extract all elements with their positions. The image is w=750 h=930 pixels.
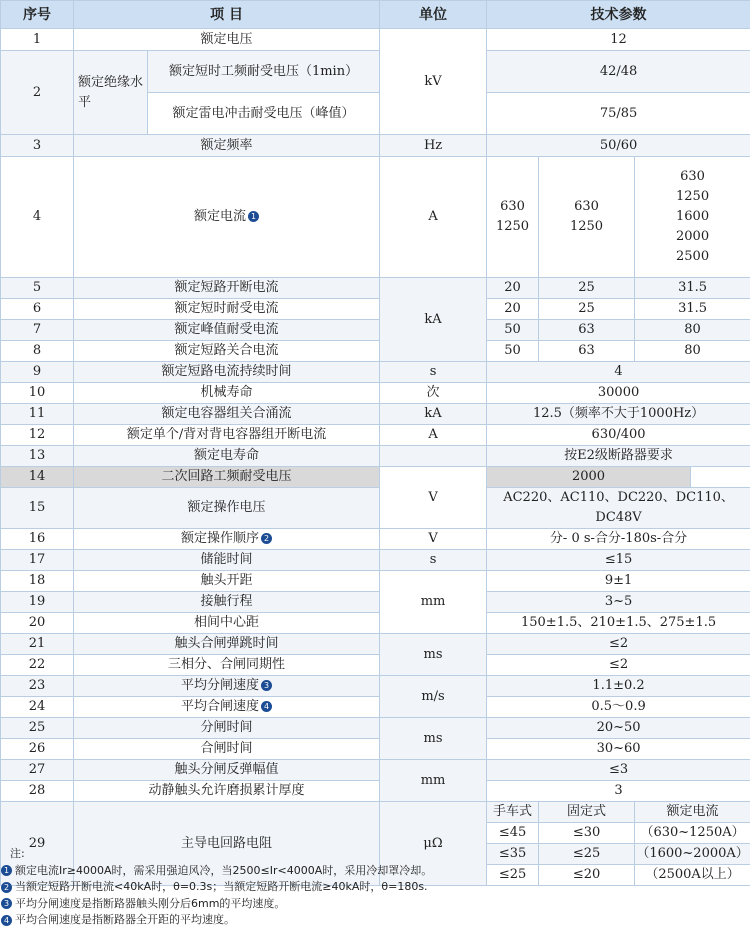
resistance-value: ≤25: [487, 865, 539, 886]
row-item: [74, 676, 380, 697]
row-unit: [380, 446, 487, 467]
row-unit: mm: [380, 760, 487, 802]
row-seq: 28: [1, 781, 74, 802]
row-seq: 19: [1, 592, 74, 613]
row-value: 2000: [487, 467, 691, 488]
row-seq: 22: [1, 655, 74, 676]
row-item-label: 平均分闸速度: [181, 678, 260, 693]
table-row: [1, 135, 750, 157]
row-item-label: 额定操作顺序: [181, 531, 260, 546]
row-value: 20: [487, 299, 539, 320]
row-unit: ms: [380, 718, 487, 760]
current-value: 2000: [676, 229, 710, 244]
note-2-marker-icon: 2: [261, 533, 272, 544]
row-item: 合闸时间: [74, 739, 380, 760]
row-value-blank: [691, 467, 750, 488]
footnote-1: [0, 863, 750, 880]
row-item: 额定短路电流持续时间: [74, 362, 380, 383]
row-item: 额定电寿命: [74, 446, 380, 467]
row-value: 630/400: [487, 425, 750, 446]
row-value: 4: [487, 362, 750, 383]
resistance-value: ≤30: [539, 823, 635, 844]
row-unit: A: [380, 425, 487, 446]
table-row: [1, 655, 750, 676]
row-item: 额定电容器组关合涌流: [74, 404, 380, 425]
row-item: 机械寿命: [74, 383, 380, 404]
header-item: 项 目: [74, 1, 380, 29]
row-item: 触头合闸弹跳时间: [74, 634, 380, 655]
row-seq: 3: [1, 135, 74, 157]
table-row: [1, 739, 750, 760]
row-item: 三相分、合闸同期性: [74, 655, 380, 676]
row-value: ≤2: [487, 655, 750, 676]
table-row: [1, 697, 750, 718]
row-item-label: 平均合闸速度: [181, 699, 260, 714]
table-row: [1, 781, 750, 802]
table-row: [1, 529, 750, 550]
row-item: 触头分闸反弹幅值: [74, 760, 380, 781]
header-params: 技术参数: [487, 1, 750, 29]
table-row: [1, 634, 750, 655]
row-value: 25: [539, 299, 635, 320]
resistance-value: （630~1250A）: [635, 823, 750, 844]
row-seq: 9: [1, 362, 74, 383]
footnote-text: 平均分闸速度是指断路器触头刚分后6mm的平均速度。: [15, 896, 286, 910]
row-unit: s: [380, 550, 487, 571]
row-value: 30000: [487, 383, 750, 404]
row-item: 动静触头允许磨损累计厚度: [74, 781, 380, 802]
table-row: [1, 29, 750, 51]
row-seq: 26: [1, 739, 74, 760]
row-unit: m/s: [380, 676, 487, 718]
table-row: [1, 488, 750, 529]
row-seq: 15: [1, 488, 74, 529]
row-unit: A: [380, 157, 487, 278]
table-row: [1, 550, 750, 571]
row-seq: 2: [1, 51, 74, 135]
row-item: 额定电压: [74, 29, 380, 51]
row-seq: 29: [1, 802, 74, 886]
row-value: 80: [635, 341, 750, 362]
row-value: 31.5: [635, 299, 750, 320]
current-col-2: [539, 157, 635, 278]
row-unit: mm: [380, 571, 487, 634]
row-value: 150±1.5、210±1.5、275±1.5: [487, 613, 750, 634]
row-value: 0.5～0.9: [487, 697, 750, 718]
table-row: [1, 760, 750, 781]
current-value: 1250: [495, 219, 530, 234]
current-value: 1250: [569, 219, 604, 234]
table-row: [1, 425, 750, 446]
row-unit: V: [380, 529, 487, 550]
row-seq: 18: [1, 571, 74, 592]
resistance-value: （1600~2000A）: [635, 844, 750, 865]
row-unit: kA: [380, 404, 487, 425]
row-value: 75/85: [487, 93, 750, 135]
row-subitem: 额定雷电冲击耐受电压（峰值）: [148, 93, 380, 135]
row-value: 按E2级断路器要求: [487, 446, 750, 467]
row-value: AC220、AC110、DC220、DC110、DC48V: [487, 488, 750, 529]
row-value: 42/48: [487, 51, 750, 93]
row-unit: μΩ: [380, 802, 487, 886]
note-3-marker-icon: 3: [1, 898, 12, 909]
row-value: ≤3: [487, 760, 750, 781]
table-row: [1, 278, 750, 299]
row-unit: 次: [380, 383, 487, 404]
resistance-head: 固定式: [539, 802, 635, 823]
footnote-text: 额定电流Ir≥4000A时，需采用强迫风冷，当2500≤Ir<4000A时，采用冷却罩冷却。: [15, 863, 433, 877]
row-item: 储能时间: [74, 550, 380, 571]
header-row: [1, 1, 750, 29]
note-3-marker-icon: 3: [261, 680, 272, 691]
header-unit: 单位: [380, 1, 487, 29]
current-col-1: [487, 157, 539, 278]
row-value: 1.1±0.2: [487, 676, 750, 697]
row-unit: s: [380, 362, 487, 383]
table-row: [1, 51, 750, 93]
row-value: 63: [539, 320, 635, 341]
note-4-marker-icon: 4: [1, 915, 12, 926]
row-value: 3~5: [487, 592, 750, 613]
row-item: 相间中心距: [74, 613, 380, 634]
current-value: 2500: [676, 249, 710, 264]
row-value: 12.5（频率不大于1000Hz）: [487, 404, 750, 425]
row-value: ≤15: [487, 550, 750, 571]
footnote-text: 平均合闸速度是指断路器全开距的平均速度。: [15, 913, 235, 926]
resistance-value: ≤35: [487, 844, 539, 865]
row-value: 25: [539, 278, 635, 299]
footnote-2: [0, 879, 750, 896]
table-row: [1, 299, 750, 320]
current-value: 1250: [676, 189, 710, 204]
note-2-marker-icon: 2: [1, 882, 12, 893]
row-value: 12: [487, 29, 750, 51]
notes-title: 注:: [10, 847, 25, 860]
row-value: 20~50: [487, 718, 750, 739]
current-value: 1600: [676, 209, 710, 224]
footnotes: [0, 846, 750, 929]
table-row: [1, 802, 750, 823]
row-seq: 8: [1, 341, 74, 362]
row-value: 31.5: [635, 278, 750, 299]
table-row: [1, 571, 750, 592]
row-unit: kA: [380, 278, 487, 362]
header-seq: 序号: [1, 1, 74, 29]
table-row: [1, 362, 750, 383]
row-seq: 25: [1, 718, 74, 739]
footnote-4: [0, 912, 750, 929]
note-1-marker-icon: 1: [248, 211, 259, 222]
row-item: [74, 697, 380, 718]
row-value: 分- 0 s-合分-180s-合分: [487, 529, 750, 550]
row-value: 80: [635, 320, 750, 341]
row-item: 接触行程: [74, 592, 380, 613]
resistance-value: （2500A以上）: [635, 865, 750, 886]
current-value: 630: [574, 199, 599, 214]
row-item: [74, 529, 380, 550]
row-seq: 10: [1, 383, 74, 404]
row-group: 额定绝缘水平: [74, 51, 148, 135]
note-4-marker-icon: 4: [261, 701, 272, 712]
row-seq: 21: [1, 634, 74, 655]
row-seq: 11: [1, 404, 74, 425]
row-value: 63: [539, 341, 635, 362]
row-item: [74, 157, 380, 278]
row-value: 30~60: [487, 739, 750, 760]
row-item: 分闸时间: [74, 718, 380, 739]
row-value: 50/60: [487, 135, 750, 157]
row-seq: 16: [1, 529, 74, 550]
resistance-value: ≤45: [487, 823, 539, 844]
table-row: [1, 320, 750, 341]
footnote-text: 当额定短路开断电流<40kA时，θ=0.3s；当额定短路开断电流≥40kA时，θ=180s.: [15, 880, 428, 893]
current-value: 630: [680, 169, 705, 184]
row-value: 20: [487, 278, 539, 299]
row-seq: 27: [1, 760, 74, 781]
row-value: 9±1: [487, 571, 750, 592]
row-seq: 13: [1, 446, 74, 467]
row-seq: 14: [1, 467, 74, 488]
resistance-value: ≤25: [539, 844, 635, 865]
row-value: 50: [487, 320, 539, 341]
row-item-label: 额定电流: [194, 209, 247, 224]
row-item: 额定频率: [74, 135, 380, 157]
row-seq: 20: [1, 613, 74, 634]
row-seq: 17: [1, 550, 74, 571]
resistance-value: ≤20: [539, 865, 635, 886]
row-unit: Hz: [380, 135, 487, 157]
table-row: [1, 157, 750, 278]
row-item: 主导电回路电阻: [74, 802, 380, 886]
note-1-marker-icon: 1: [1, 865, 12, 876]
row-item: 二次回路工频耐受电压: [74, 467, 380, 488]
row-item: 触头开距: [74, 571, 380, 592]
row-seq: 1: [1, 29, 74, 51]
row-seq: 5: [1, 278, 74, 299]
table-row: [1, 592, 750, 613]
table-row: [1, 383, 750, 404]
row-value: 50: [487, 341, 539, 362]
row-value: ≤2: [487, 634, 750, 655]
row-unit: V: [380, 467, 487, 529]
row-value: 3: [487, 781, 750, 802]
row-unit: kV: [380, 29, 487, 135]
table-row: [1, 467, 750, 488]
row-seq: 6: [1, 299, 74, 320]
row-item: 额定操作电压: [74, 488, 380, 529]
table-row: [1, 718, 750, 739]
row-seq: 4: [1, 157, 74, 278]
row-seq: 24: [1, 697, 74, 718]
row-item: 额定峰值耐受电流: [74, 320, 380, 341]
resistance-head: 手车式: [487, 802, 539, 823]
row-seq: 12: [1, 425, 74, 446]
table-row: [1, 446, 750, 467]
table-row: [1, 676, 750, 697]
row-subitem: 额定短时工频耐受电压（1min）: [148, 51, 380, 93]
current-col-3: [635, 157, 750, 278]
row-seq: 7: [1, 320, 74, 341]
resistance-head: 额定电流: [635, 802, 750, 823]
table-row: [1, 613, 750, 634]
row-seq: 23: [1, 676, 74, 697]
table-row: [1, 341, 750, 362]
row-item: 额定单个/背对背电容器组开断电流: [74, 425, 380, 446]
row-item: 额定短路关合电流: [74, 341, 380, 362]
footnote-3: [0, 896, 750, 913]
row-unit: ms: [380, 634, 487, 676]
row-item: 额定短时耐受电流: [74, 299, 380, 320]
table-row: [1, 404, 750, 425]
current-value: 630: [500, 199, 525, 214]
row-item: 额定短路开断电流: [74, 278, 380, 299]
